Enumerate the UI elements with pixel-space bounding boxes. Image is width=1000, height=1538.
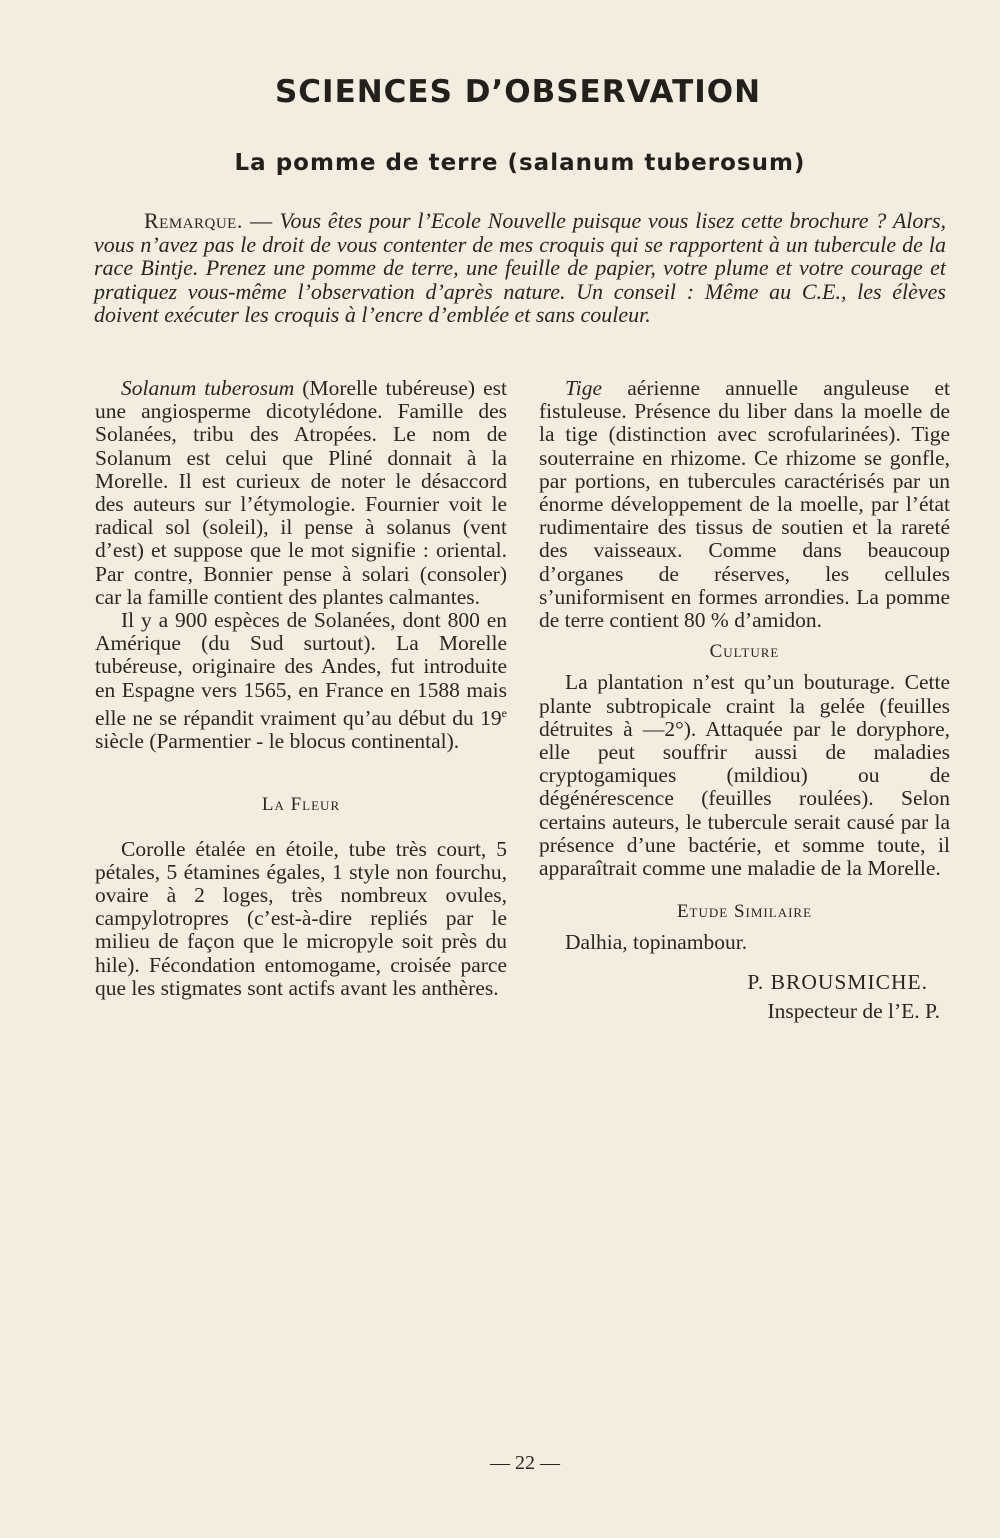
remark-paragraph xyxy=(94,209,946,327)
tige-paragraph xyxy=(539,377,950,632)
intro-text: (Morelle tubéreuse) est une angiosperme dicotylédone. Famille des Solanées, tribu des Atropées. Le nom de Solanum est celui que Pliné donnait à la Morelle. Il est curieux de noter le désaccord des auteurs sur l’étymologie. Fournier voit le radical sol (soleil), il pense à solanus (vent d’est) et suppose que le mot signifie : oriental. Par contre, Bonnier pense à solari (consoler) car la famille contient des plantes calmantes. xyxy=(95,376,507,609)
species-paragraph xyxy=(95,609,507,753)
tige-term: Tige xyxy=(565,376,603,400)
article-subtitle: La pomme de terre (salanum tuberosum) xyxy=(234,150,806,176)
page-number: — 22 — xyxy=(490,1452,560,1474)
century-superscript: e xyxy=(501,705,507,720)
page-title: SCIENCES D’OBSERVATION xyxy=(274,74,762,110)
species-text-b: siècle (Parmentier - le blocus continental). xyxy=(95,729,460,754)
intro-term: Solanum tuberosum xyxy=(121,376,295,400)
right-column xyxy=(539,377,950,1023)
species-text-a: Il y a 900 espèces de Solanées, dont 800 en Amérique (du Sud surtout). La Morelle tubéreuse, originaire des Andes, fut introduite en Espagne vers 1565, en France en 1588 mais elle ne se répandit vraiment qu’au début du 19 xyxy=(95,608,507,730)
intro-paragraph xyxy=(95,377,507,609)
heading-fleur: La Fleur xyxy=(261,794,341,816)
heading-culture: Culture xyxy=(709,641,780,663)
signature-role: Inspecteur de l’E. P. xyxy=(767,998,940,1023)
tige-text: aérienne annuelle anguleuse et fistuleuse. Présence du liber dans la moelle de la tige (distinction avec scrofularinées). Tige souterraine en rhizome. Ce rhizome se gonfle, par portions, en tubercules caractérisés par un énorme développement de la moelle, par l’état rudimentaire des tissus de soutien et la rareté des vaisseaux. Comme dans beaucoup d’organes de réserves, les cellules s’uniformisent en formes arrondies. La pomme de terre contient 80 % d’amidon. xyxy=(539,376,951,633)
etude-paragraph: Dalhia, topinambour. xyxy=(565,930,748,955)
culture-paragraph: La plantation n’est qu’un bouturage. Cette plante subtropicale craint la gelée (feuilles détruites à —2°). Attaquée par le doryphore, elle peut souffrir aussi de maladies cryptogamiques (mildiou) ou de dégénérescence (feuilles roulées). Selon certains auteurs, le tubercule serait causé par la présence d’une bactérie, et somme toute, il apparaîtrait comme une maladie de la Morelle. xyxy=(539,670,950,881)
remark-text: Vous êtes pour l’Ecole Nouvelle puisque vous lisez cette brochure ? Alors, vous n’avez pas le droit de vous contenter de mes croquis qui se rapportent à un tubercule de la race Bintje. Prenez une pomme de terre, une feuille de papier, votre plume et votre courage et pratiquez vous-même l’observation d’après nature. Un conseil : Même au C.E., les élèves doivent exécuter les croquis à l’encre d’emblée et sans couleur. xyxy=(94,208,947,328)
fleur-paragraph: Corolle étalée en étoile, tube très court, 5 pétales, 5 étamines égales, 1 style non fourchu, ovaire à 2 loges, très nombreux ovules, campylotropres (c’est-à-dire repliés par le milieu de façon que le micropyle soit près du hile). Fécondation entomogame, croisée parce que les stigmates sont actifs avant les anthères. xyxy=(95,836,507,1000)
left-column xyxy=(95,377,507,1000)
signature-name: P. BROUSMICHE. xyxy=(747,969,928,994)
remark-lead: Remarque. — xyxy=(144,208,273,233)
heading-etude-similaire: Etude Similaire xyxy=(676,901,813,923)
